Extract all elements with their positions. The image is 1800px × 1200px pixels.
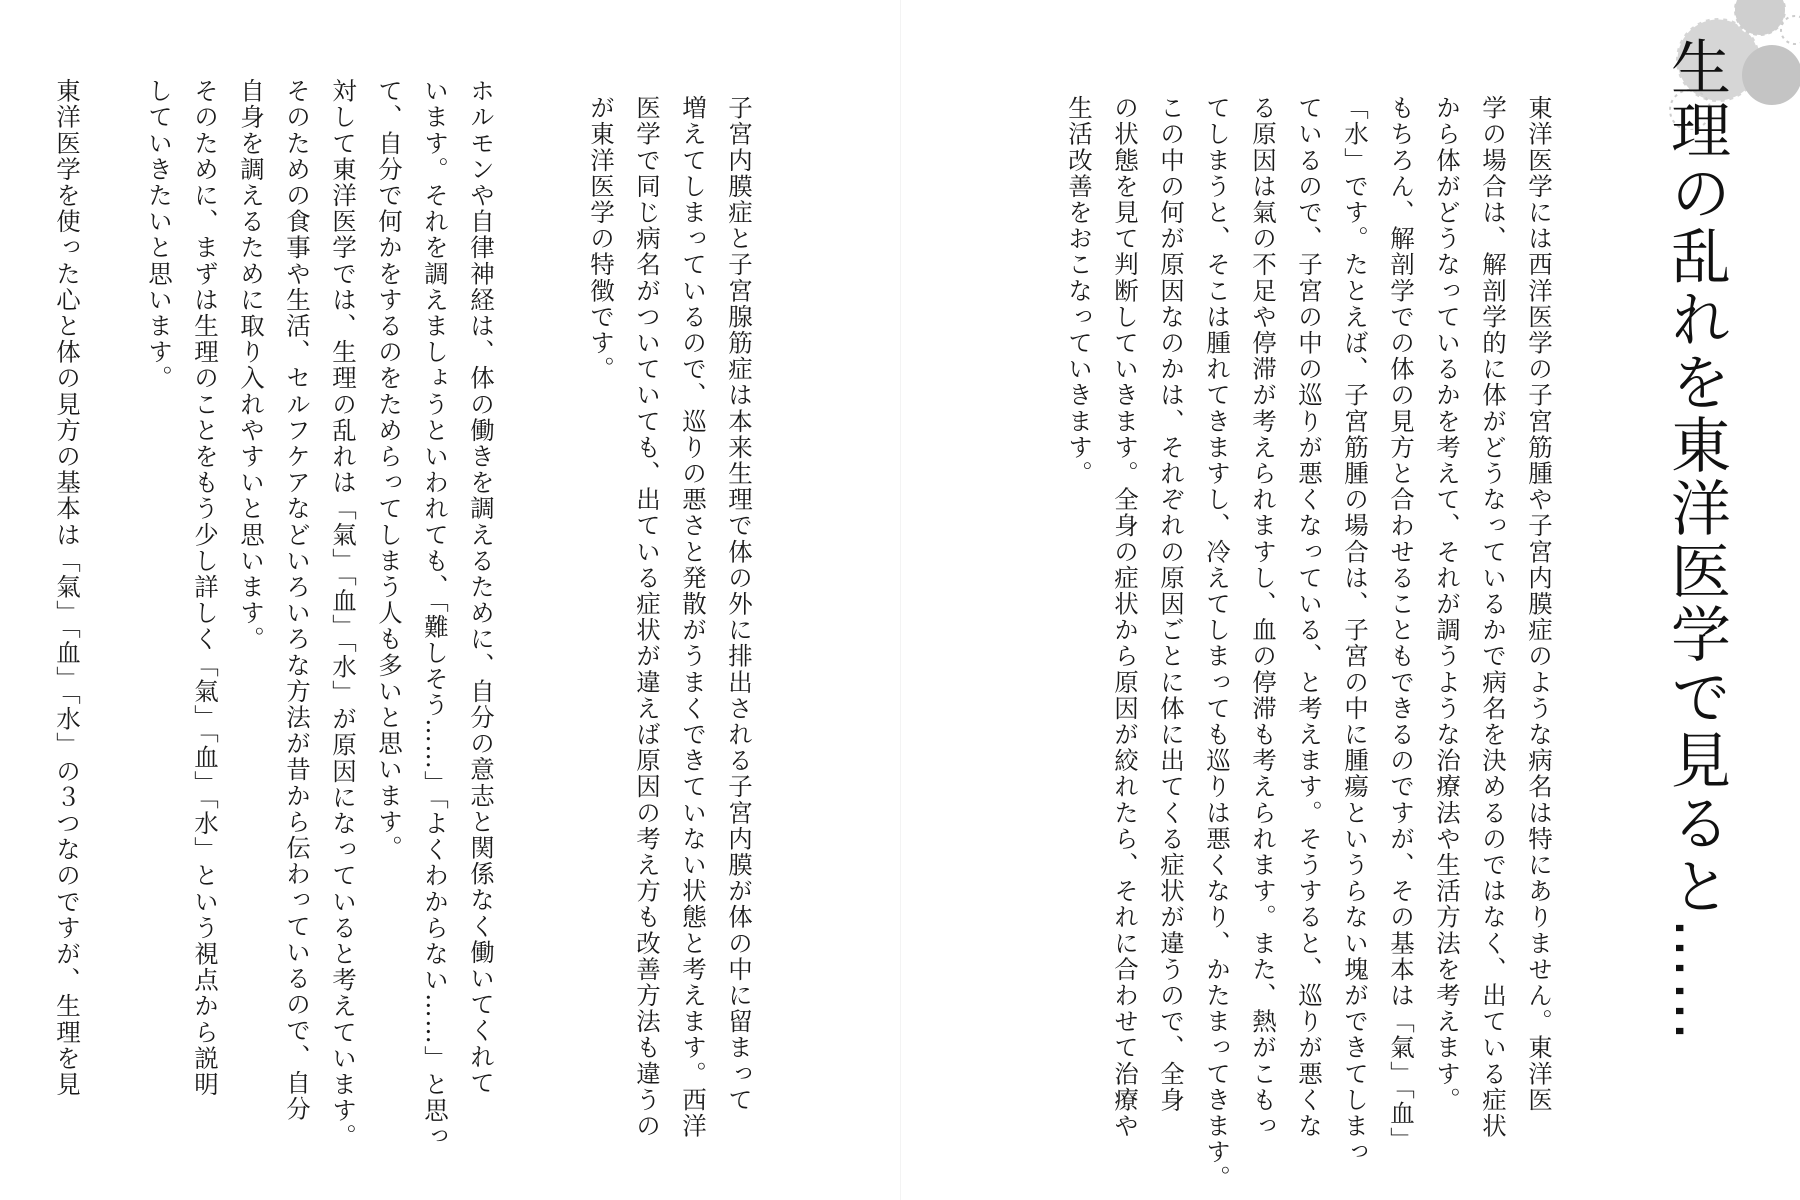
text-line: 自身を調えるために取り入れやすいと思います。: [237, 78, 266, 653]
body-text-middle: [578, 95, 762, 1195]
body-text-left: [44, 78, 504, 1178]
text-line: 「水」です。たとえば、子宮筋腫の場合は、子宮の中に腫瘍というらない塊ができてしまっ: [1341, 95, 1370, 1166]
text-line: 東洋医学には西洋医学の子宮筋腫や子宮内膜症のような病名は特にありません。東洋医: [1525, 95, 1554, 1113]
text-line: から体がどうなっているかを考えて、それが調うような治療法や生活方法を考えます。: [1433, 95, 1462, 1113]
text-line: していきたいと思います。: [145, 78, 174, 392]
text-line: 東洋医学を使った心と体の見方の基本は「氣」「血」「水」の３つなのですが、生理を見: [53, 78, 82, 1098]
gutter: [900, 0, 901, 1200]
page-title: 生理の乱れを東洋医学で見ると……: [1661, 36, 1731, 1044]
text-line: [90, 78, 136, 1178]
text-line: 学の場合は、解剖学的に体がどうなっているかで病名を決めるのではなく、出ている症状: [1479, 95, 1508, 1139]
text-line: る原因は氣の不足や停滞が考えられますし、血の停滞も考えられます。また、熱がこもっ: [1249, 95, 1278, 1139]
text-line: そのための食事や生活、セルフケアなどいろいろな方法が昔から伝わっているので、自分: [283, 78, 312, 1122]
text-line: 増えてしまっているので、巡りの悪さと発散がうまくできていない状態と考えます。西洋: [679, 95, 708, 1139]
text-line: います。それを調えましょうといわれても、「難しそう……」「よくわからない……」と思っ: [421, 78, 450, 1150]
body-text-right: [1056, 95, 1562, 1195]
text-line: 生活改善をおこなっていきます。: [1065, 95, 1094, 487]
text-line: 医学で同じ病名がついていても、出ている症状が違えば原因の考え方も改善方法も違うの: [633, 95, 662, 1139]
text-line: てしまうと、そこは腫れてきますし、冷えてしまっても巡りは悪くなり、かたまってきます。: [1203, 95, 1232, 1192]
text-line: ホルモンや自律神経は、体の働きを調えるために、自分の意志と関係なく働いてくれて: [467, 78, 496, 1096]
text-line: が東洋医学の特徴です。: [587, 95, 616, 383]
text-line: の状態を見て判断していきます。全身の症状から原因が絞れたら、それに合わせて治療や: [1111, 95, 1140, 1139]
text-line: この中の何が原因なのかは、それぞれの原因ごとに体に出てくる症状が違うので、全身: [1157, 95, 1186, 1113]
text-line: 子宮内膜症と子宮腺筋症は本来生理で体の外に排出される子宮内膜が体の中に留まって: [725, 95, 754, 1113]
text-line: もちろん、解剖学での体の見方と合わせることもできるのですが、その基本は「氣」「血」: [1387, 95, 1416, 1153]
text-line: 対して東洋医学では、生理の乱れは「氣」「血」「水」が原因になっていると考えています。: [329, 78, 358, 1150]
text-line: ているので、子宮の中の巡りが悪くなっている、と考えます。そうすると、巡りが悪くな: [1295, 95, 1324, 1139]
text-line: て、自分で何かをするのをためらってしまう人も多いと思います。: [375, 78, 404, 861]
text-line: そのために、まずは生理のことをもう少し詳しく「氣」「血」「水」という視点から説明: [191, 78, 220, 1098]
